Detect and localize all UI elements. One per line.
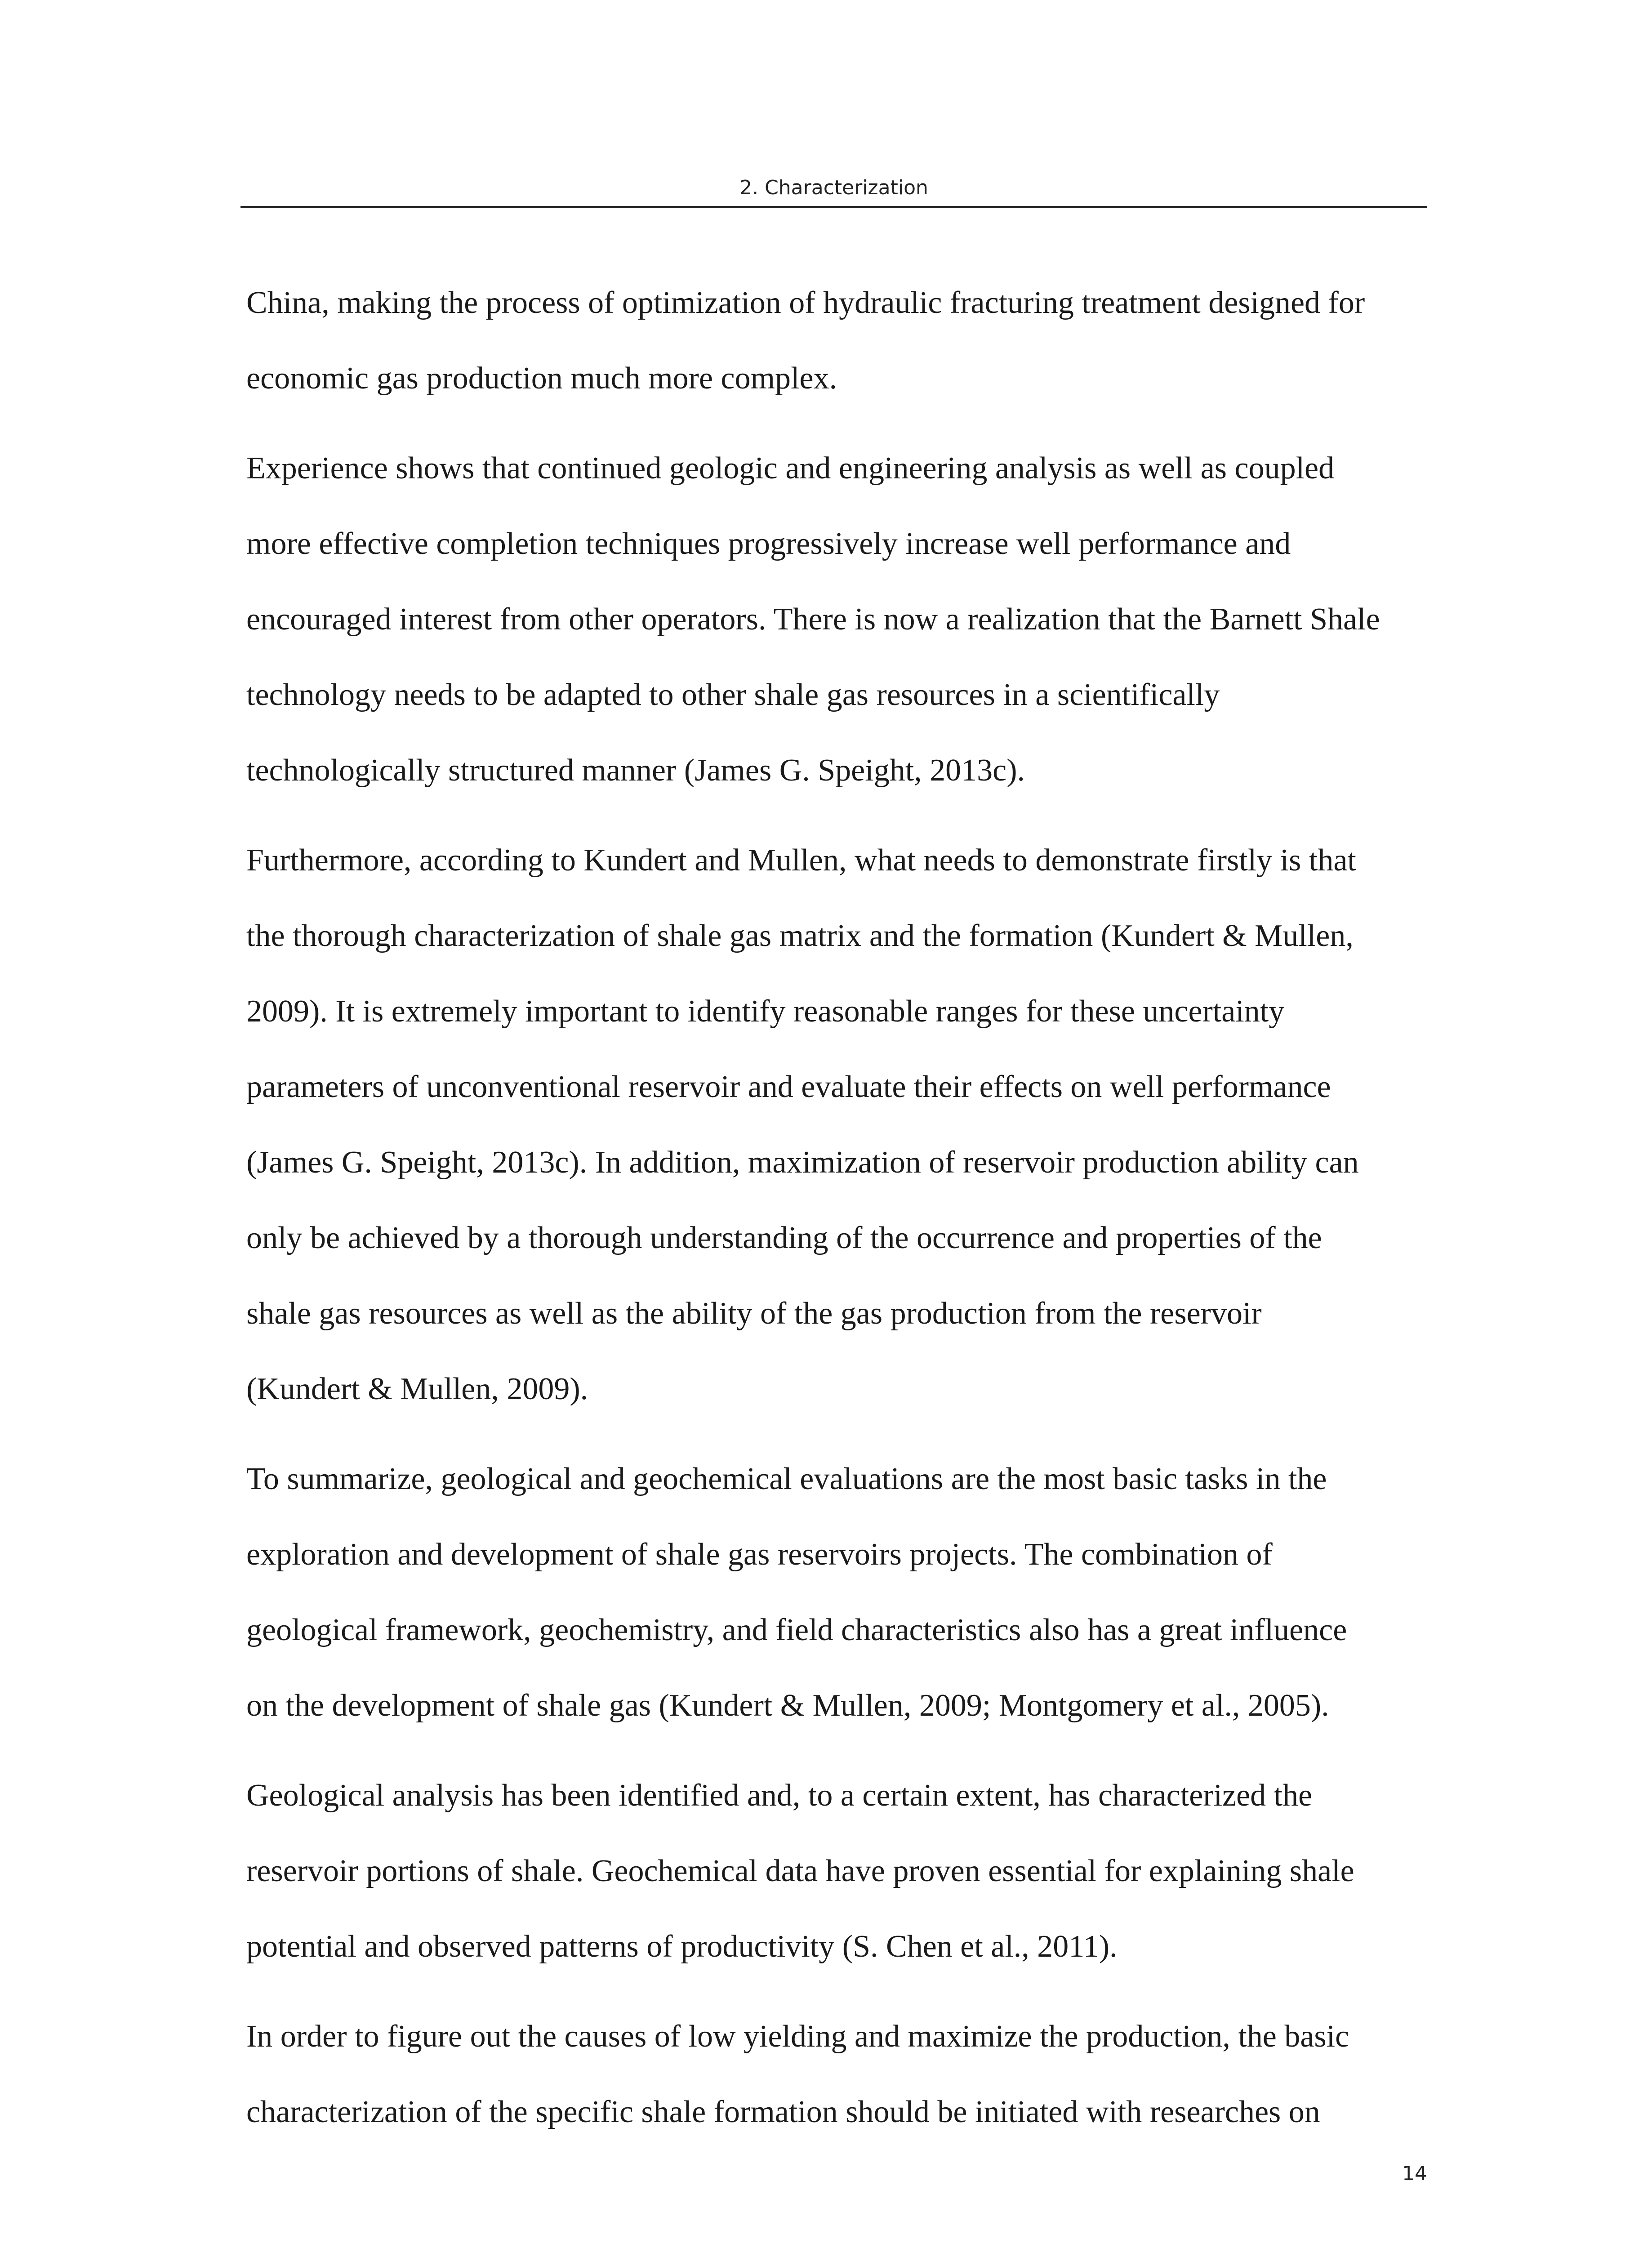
running-header: 2. Characterization bbox=[739, 176, 928, 199]
text-line: shale gas resources as well as the ability of the gas production from the reservoir bbox=[246, 1296, 1262, 1331]
page-number: 14 bbox=[1402, 2162, 1427, 2185]
text-line: (James G. Speight, 2013c). In addition, maximization of reservoir production ability can bbox=[246, 1145, 1359, 1180]
text-line: on the development of shale gas (Kundert & Mullen, 2009; Montgomery et al., 2005). bbox=[246, 1688, 1329, 1723]
text-line: technology needs to be adapted to other shale gas resources in a scientifically bbox=[246, 678, 1220, 712]
text-line: parameters of unconventional reservoir and evaluate their effects on well performance bbox=[246, 1070, 1331, 1104]
text-line: technologically structured manner (James G. Speight, 2013c). bbox=[246, 753, 1025, 788]
text-line: exploration and development of shale gas reservoirs projects. The combination of bbox=[246, 1537, 1273, 1572]
paragraph bbox=[246, 1441, 1429, 1744]
text-line: In order to figure out the causes of low yielding and maximize the production, the basic bbox=[246, 2019, 1349, 2054]
paragraph bbox=[246, 823, 1429, 1427]
text-line: Furthermore, according to Kundert and Mullen, what needs to demonstrate firstly is that bbox=[246, 843, 1356, 878]
text-line: To summarize, geological and geochemical evaluations are the most basic tasks in the bbox=[246, 1462, 1327, 1496]
text-line: potential and observed patterns of productivity (S. Chen et al., 2011). bbox=[246, 1929, 1118, 1964]
text-line: encouraged interest from other operators. There is now a realization that the Barnett Shale bbox=[246, 602, 1380, 637]
text-line: geological framework, geochemistry, and field characteristics also has a great influence bbox=[246, 1613, 1347, 1647]
text-line: reservoir portions of shale. Geochemical data have proven essential for explaining shale bbox=[246, 1854, 1354, 1888]
header-rule bbox=[240, 206, 1427, 208]
text-line: economic gas production much more complex. bbox=[246, 361, 837, 396]
body-text bbox=[246, 265, 1429, 2164]
text-line: characterization of the specific shale formation should be initiated with researches on bbox=[246, 2095, 1320, 2129]
paragraph bbox=[246, 1758, 1429, 1985]
text-line: only be achieved by a thorough understanding of the occurrence and properties of the bbox=[246, 1221, 1322, 1255]
text-line: Experience shows that continued geologic and engineering analysis as well as coupled bbox=[246, 451, 1335, 486]
text-line: more effective completion techniques progressively increase well performance and bbox=[246, 526, 1291, 561]
paragraph bbox=[246, 265, 1429, 416]
paragraph bbox=[246, 1999, 1429, 2150]
text-line: the thorough characterization of shale gas matrix and the formation (Kundert & Mullen, bbox=[246, 919, 1354, 953]
text-line: China, making the process of optimization of hydraulic fracturing treatment designed for bbox=[246, 285, 1365, 320]
text-line: (Kundert & Mullen, 2009). bbox=[246, 1372, 588, 1406]
text-line: Geological analysis has been identified and, to a certain extent, has characterized the bbox=[246, 1778, 1313, 1813]
text-line: 2009). It is extremely important to identify reasonable ranges for these uncertainty bbox=[246, 994, 1285, 1029]
paragraph bbox=[246, 431, 1429, 808]
